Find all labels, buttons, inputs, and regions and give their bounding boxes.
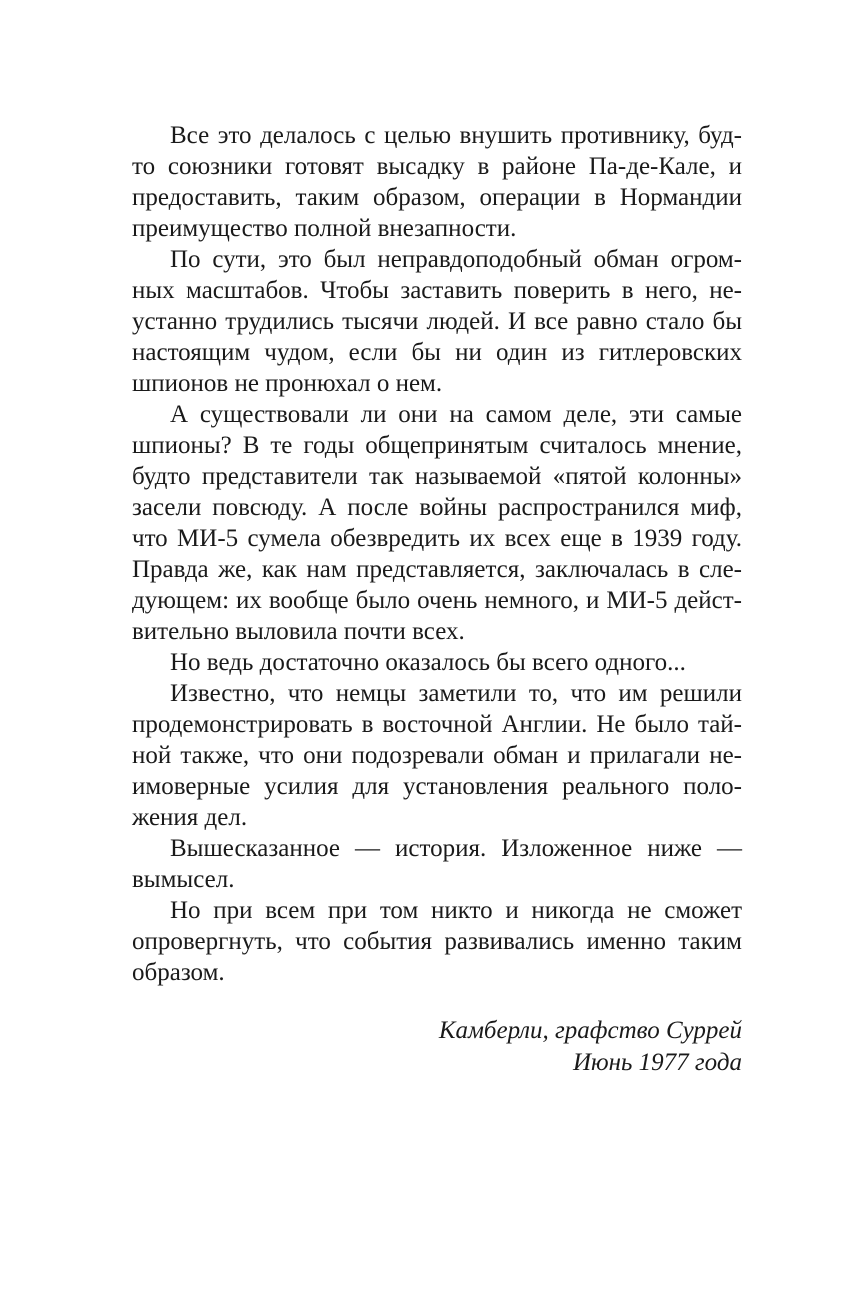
text-line: то союзники готовят высадку в районе Па-де-Кале, и (132, 153, 742, 180)
text-line: шпионов не пронюхал о нем. (132, 370, 443, 397)
text-line: Но ведь достаточно оказалось бы всего одного... (170, 649, 686, 676)
text-line: преимущество полной внезапности. (132, 215, 517, 242)
paragraph (132, 399, 742, 647)
text-line: что МИ-5 сумела обезвредить их всех еще в 1939 году. (132, 525, 742, 552)
text-line: Все это делалось с целью внушить противнику, буд- (170, 122, 742, 149)
signature-date: Июнь 1977 года (572, 1049, 742, 1076)
text-line: Известно, что немцы заметили то, что им решили (170, 680, 742, 707)
text-line: настоящим чудом, если бы ни один из гитлеровских (132, 339, 742, 366)
text-line: устанно трудились тысячи людей. И все равно стало бы (132, 308, 742, 335)
paragraph (132, 833, 742, 895)
text-line: образом. (132, 959, 225, 986)
text-line: Но при всем при том никто и никогда не сможет (170, 897, 742, 924)
text-line: Вышесказанное — история. Изложенное ниже — (170, 835, 742, 862)
text-line: дующем: их вообще было очень немного, и МИ-5 дейст- (132, 587, 742, 614)
text-line: По сути, это был неправдоподобный обман огром- (170, 246, 742, 273)
page-body (132, 120, 742, 988)
text-line: будто представители так называемой «пятой колонны» (132, 463, 742, 490)
text-line: предоставить, таким образом, операции в Нормандии (132, 184, 742, 211)
text-line: жения дел. (132, 804, 248, 831)
signature (439, 1015, 742, 1079)
paragraph (132, 647, 742, 678)
text-line: Правда же, как нам представляется, заключалась в сле- (132, 556, 742, 583)
text-line: вымысел. (132, 866, 235, 893)
paragraph (132, 895, 742, 988)
text-line: имоверные усилия для установления реального поло- (132, 773, 742, 800)
text-line: засели повсюду. А после войны распространился миф, (132, 494, 742, 521)
paragraph (132, 120, 742, 244)
text-line: шпионы? В те годы общепринятым считалось мнение, (132, 432, 742, 459)
text-line: ных масштабов. Чтобы заставить поверить в него, не- (132, 277, 742, 304)
paragraph (132, 678, 742, 833)
paragraph (132, 244, 742, 399)
text-line: вительно выловила почти всех. (132, 618, 465, 645)
text-line: А существовали ли они на самом деле, эти самые (170, 401, 742, 428)
signature-place: Камберли, графство Суррей (438, 1017, 742, 1044)
text-line: ной также, что они подозревали обман и прилагали не- (132, 742, 742, 769)
text-line: опровергнуть, что события развивались именно таким (132, 928, 742, 955)
text-line: продемонстрировать в восточной Англии. Не было тай- (132, 711, 742, 738)
